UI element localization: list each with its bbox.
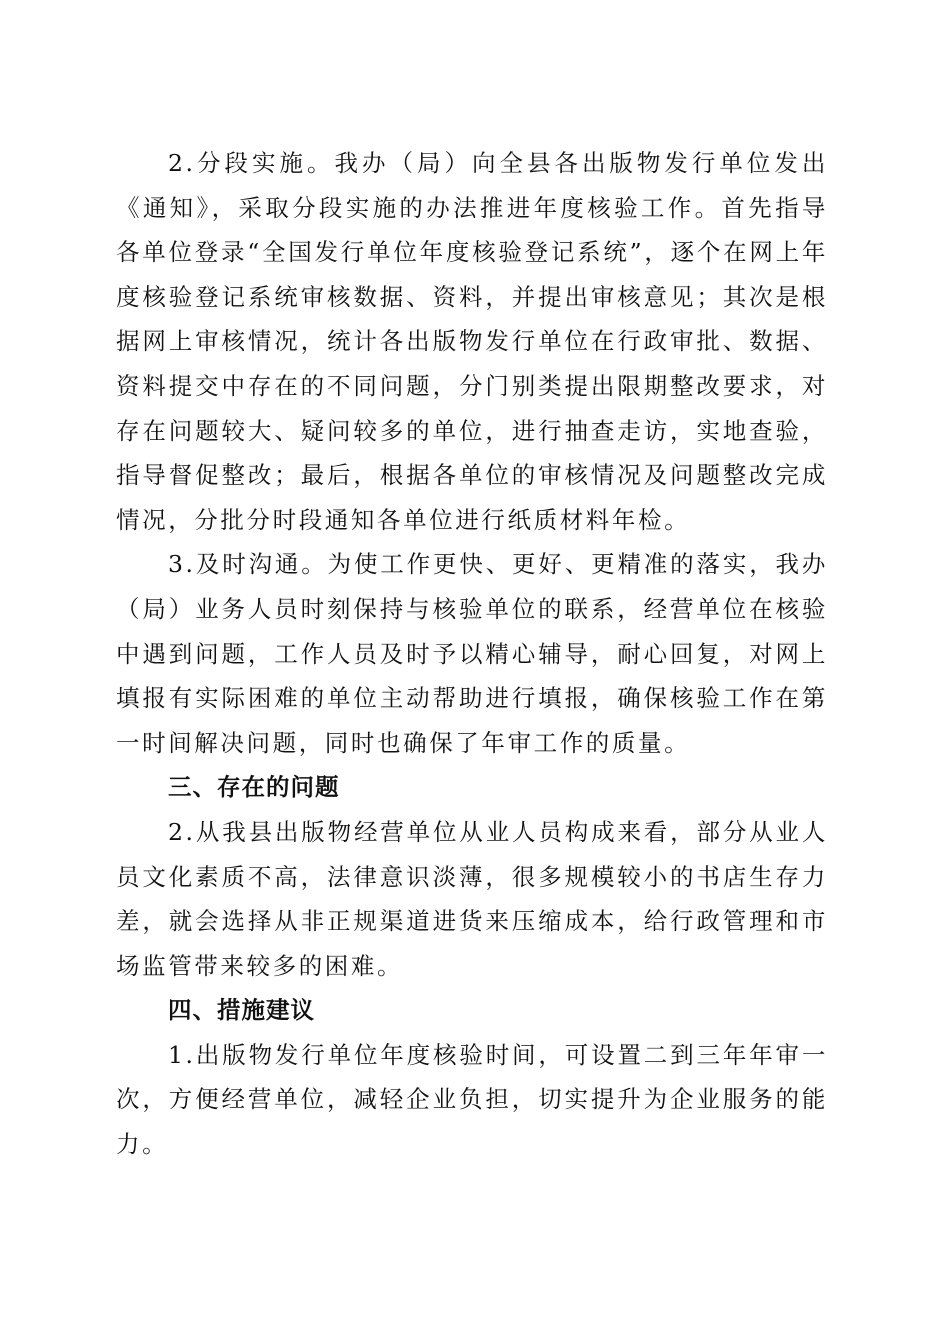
paragraph-annual-verification-suggestion: 1.出版物发行单位年度核验时间，可设置二到三年年审一次，方便经营单位，减轻企业负担，切实提升为企业服务的能力。 <box>116 1040 828 1159</box>
section-heading-existing-problems: 三、存在的问题 <box>168 773 340 802</box>
paragraph-timely-communication: 3.及时沟通。为使工作更快、更好、更精准的落实，我办（局）业务人员时刻保持与核验单位的联系，经营单位在核验中遇到问题，工作人员及时予以精心辅导，耐心回复，对网上填报有实际困难的单位主动帮助进行填报，确保核验工作在第一时间解决问题，同时也确保了年审工作的质量。 <box>116 550 828 757</box>
paragraph-staff-composition: 2.从我县出版物经营单位从业人员构成来看，部分从业人员文化素质不高，法律意识淡薄，很多规模较小的书店生存力差，就会选择从非正规渠道进货来压缩成本，给行政管理和市场监管带来较多的困难。 <box>116 817 828 980</box>
paragraph-phased-implementation: 2.分段实施。我办（局）向全县各出版物发行单位发出《通知》，采取分段实施的办法推进年度核验工作。首先指导各单位登录“全国发行单位年度核验登记系统”，逐个在网上年度核验登记系统审核数据、资料，并提出审核意见；其次是根据网上审核情况，统计各出版物发行单位在行政审批、数据、资料提交中存在的不同问题，分门别类提出限期整改要求，对存在问题较大、疑问较多的单位，进行抽查走访，实地查验，指导督促整改；最后，根据各单位的审核情况及问题整改完成情况，分批分时段通知各单位进行纸质材料年检。 <box>116 149 828 534</box>
document-body <box>116 141 828 1167</box>
section-heading-measures-suggestions: 四、措施建议 <box>168 996 315 1025</box>
